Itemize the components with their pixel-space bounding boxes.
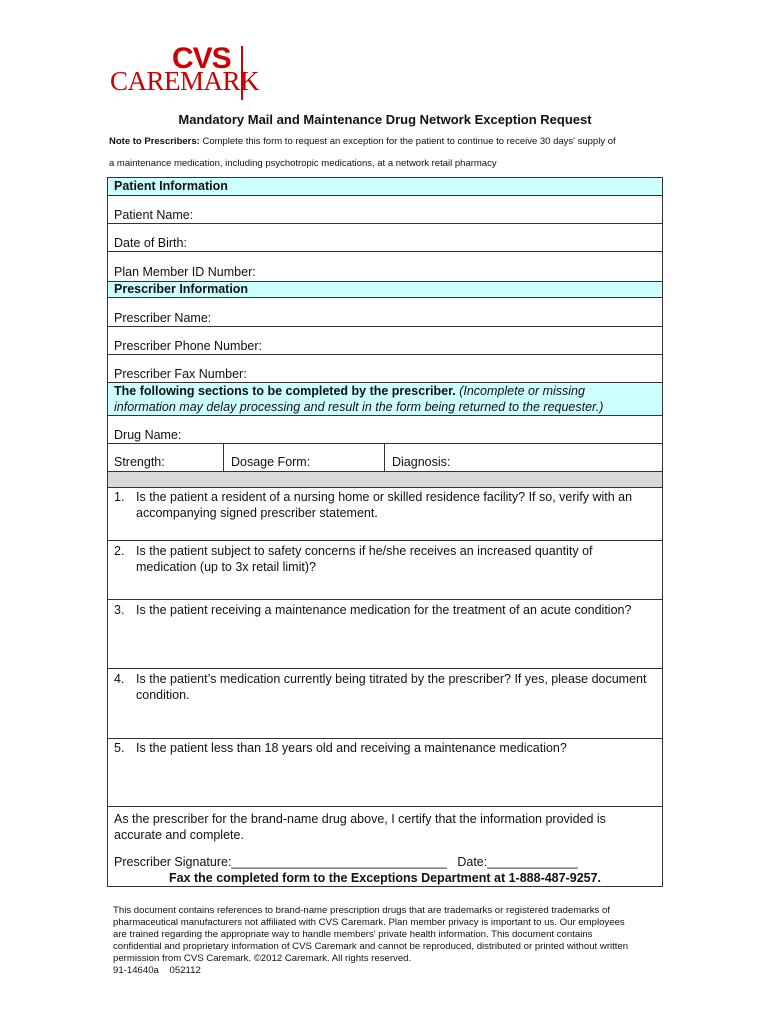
member-id-field[interactable] — [108, 252, 662, 281]
drug-name-label: Drug Name: — [114, 428, 182, 442]
question-text: Is the patient subject to safety concerns if he/she receives an increased quantity of medication (up to 3x retail limit)? — [136, 544, 593, 574]
question-number: 2. — [114, 544, 125, 558]
prescriber-fax-label: Prescriber Fax Number: — [114, 367, 247, 381]
note-text-1: Complete this form to request an exception for the patient to continue to receive 30 days' supply of — [199, 136, 616, 147]
grey-separator — [108, 472, 662, 488]
certification-line-2: accurate and complete. — [114, 828, 244, 842]
note-line-2: a maintenance medication, including psychotropic medications, at a network retail pharmacy — [109, 158, 497, 169]
exception-request-form — [107, 177, 663, 887]
prescriber-info-heading: Prescriber Information — [114, 282, 249, 296]
instructions-text — [114, 383, 603, 415]
question-3-box[interactable] — [108, 600, 662, 669]
footer-line: confidential and proprietary information of CVS Caremark and cannot be reproduced, distributed or printed without written — [113, 941, 629, 952]
footer-line: permission from CVS Caremark. ©2012 Caremark. All rights reserved. — [113, 953, 412, 964]
logo-caremark-text: CAREMARK — [110, 66, 260, 96]
patient-info-header — [108, 178, 662, 196]
signature-line[interactable]: Prescriber Signature:_______________________________ Date:_____________ — [114, 855, 578, 869]
prescriber-phone-field[interactable] — [108, 327, 662, 355]
footer-line: pharmaceutical manufacturers not affiliated with CVS Caremark. Plan member privacy is important to us. Our employees — [113, 917, 625, 928]
instructions-bold: The following sections to be completed by the prescriber. — [114, 384, 456, 398]
prescriber-phone-label: Prescriber Phone Number: — [114, 339, 262, 353]
question-number: 1. — [114, 490, 125, 504]
prescriber-name-field[interactable] — [108, 298, 662, 327]
question-number: 4. — [114, 672, 125, 686]
logo-cvs-text: CVS — [172, 42, 231, 75]
instructions-italic-1: (Incomplete or missing — [455, 384, 585, 398]
certification-line-1: As the prescriber for the brand-name drug above, I certify that the information provided is — [114, 812, 606, 826]
prescriber-fax-field[interactable] — [108, 355, 662, 382]
prescriber-instructions — [108, 382, 662, 416]
prescriber-name-label: Prescriber Name: — [114, 311, 212, 325]
dosage-form-label: Dosage Form: — [231, 455, 311, 469]
strength-label: Strength: — [114, 455, 165, 469]
legal-footer — [113, 905, 663, 977]
patient-name-label: Patient Name: — [114, 208, 194, 222]
note-line-1 — [109, 136, 669, 147]
certification-section — [108, 807, 662, 887]
patient-info-heading: Patient Information — [114, 179, 228, 193]
date-of-birth-label: Date of Birth: — [114, 236, 187, 250]
footer-line: This document contains references to brand-name prescription drugs that are trademarks or registered trademarks of — [113, 905, 610, 916]
drug-details-row — [108, 444, 662, 472]
drug-name-field[interactable] — [108, 416, 662, 444]
question-text: Is the patient’s medication currently being titrated by the prescriber? If yes, please document condition. — [136, 672, 647, 702]
cvs-caremark-logo — [110, 44, 260, 102]
question-5-box[interactable] — [108, 739, 662, 807]
column-divider — [223, 444, 224, 471]
date-of-birth-field[interactable] — [108, 224, 662, 252]
question-text: Is the patient receiving a maintenance medication for the treatment of an acute condition? — [136, 603, 632, 617]
page-title: Mandatory Mail and Maintenance Drug Network Exception Request — [178, 112, 592, 127]
question-2-box[interactable] — [108, 541, 662, 600]
instructions-italic-2: information may delay processing and result in the form being returned to the requester.) — [114, 400, 604, 414]
question-1-box[interactable] — [108, 488, 662, 541]
column-divider — [384, 444, 385, 471]
patient-name-field[interactable] — [108, 196, 662, 224]
question-number: 5. — [114, 741, 125, 755]
fax-instruction: Fax the completed form to the Exceptions Department at 1-888-487-9257. — [168, 871, 602, 885]
certification-statement — [114, 811, 606, 843]
member-id-label: Plan Member ID Number: — [114, 265, 256, 279]
question-number: 3. — [114, 603, 125, 617]
question-text: Is the patient less than 18 years old and receiving a maintenance medication? — [136, 741, 567, 755]
note-label: Note to Prescribers: — [109, 136, 200, 147]
footer-line: are trained regarding the appropriate way to handle members' private health information. This document contains — [113, 929, 593, 940]
prescriber-info-header — [108, 281, 662, 298]
form-code: 91-14640a 052112 — [113, 965, 201, 976]
question-4-box[interactable] — [108, 669, 662, 739]
question-text: Is the patient a resident of a nursing home or skilled residence facility? If so, verify with an accompanying signed prescriber statement. — [136, 490, 633, 520]
diagnosis-label: Diagnosis: — [392, 455, 451, 469]
